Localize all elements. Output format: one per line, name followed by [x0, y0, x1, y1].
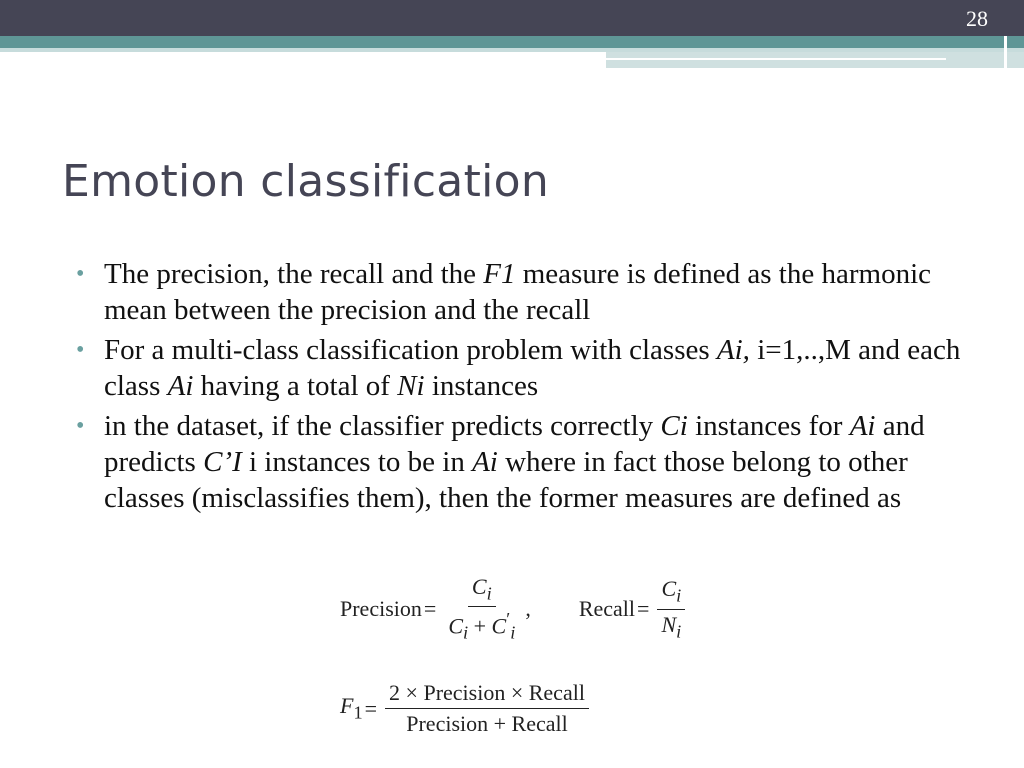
precision-label: Precision — [340, 596, 422, 622]
bullet-icon: • — [76, 413, 85, 439]
equals-sign: = — [423, 596, 437, 622]
bullet-text: measure is defined as the harmonic mean between the precision and the recall — [104, 258, 931, 326]
bullet-text: and predicts — [104, 410, 925, 478]
header-band-lower — [606, 52, 1024, 68]
slide-title: Emotion classification — [62, 156, 550, 207]
slide-number: 28 — [966, 6, 988, 31]
header-band-teal — [0, 36, 1024, 48]
recall-label: Recall — [578, 596, 636, 622]
precision-fraction — [444, 574, 519, 644]
bullet-emphasis: Ai — [472, 446, 498, 478]
bullet-list — [76, 256, 976, 520]
bullet-emphasis: Ni — [397, 370, 425, 402]
bullet-text: For a multi-class classification problem with classes — [104, 334, 717, 366]
equals-sign: = — [637, 596, 650, 622]
bullet-emphasis: Ai — [167, 370, 194, 402]
bullet-emphasis: Ai, — [716, 334, 750, 366]
header-bar — [0, 0, 1024, 36]
bullet-text: instances for — [687, 410, 850, 442]
formula-block — [340, 574, 691, 737]
f1-denominator: Precision + Recall — [406, 711, 568, 737]
bullet-text: in the dataset, if the classifier predicts correctly — [104, 410, 661, 442]
bullet-emphasis: Ci — [660, 410, 688, 442]
f1-label: $F_1$ — [340, 693, 363, 723]
bullet-item — [76, 256, 976, 328]
bullet-text: i=1,..,M and each class — [104, 334, 961, 402]
equals-sign: = — [364, 695, 378, 721]
recall-numerator: $C_i$ — [657, 576, 685, 609]
formula-row-f1 — [340, 680, 691, 737]
bullet-text: where in fact those belong to other classes (misclassifies them), then the former measures are defined as — [104, 446, 908, 514]
f1-numerator: 2 × Precision × Recall — [385, 680, 589, 709]
recall-fraction — [657, 576, 685, 642]
bullet-text: instances — [424, 370, 539, 402]
precision-numerator: $C_i$ — [468, 574, 496, 607]
bullet-emphasis: Ai — [849, 410, 876, 442]
f1-fraction — [385, 680, 589, 737]
bullet-item — [76, 332, 976, 404]
header-right-strip — [1004, 36, 1007, 70]
formula-row-precision-recall — [340, 574, 691, 644]
bullet-text: having a total of — [193, 370, 398, 402]
recall-denominator: $N_i$ — [661, 611, 682, 641]
bullet-text: i instances to be in — [241, 446, 473, 478]
bullet-item — [76, 408, 976, 516]
bullet-emphasis: F1 — [483, 258, 516, 290]
bullet-emphasis: C’I — [203, 446, 242, 478]
header-white-line — [606, 58, 946, 60]
bullet-icon: • — [76, 261, 85, 287]
bullet-icon: • — [76, 337, 85, 363]
bullet-text: The precision, the recall and the — [104, 258, 484, 290]
precision-denominator: $C_i + C'_i$ — [448, 609, 516, 644]
formula-comma: , — [525, 596, 531, 622]
